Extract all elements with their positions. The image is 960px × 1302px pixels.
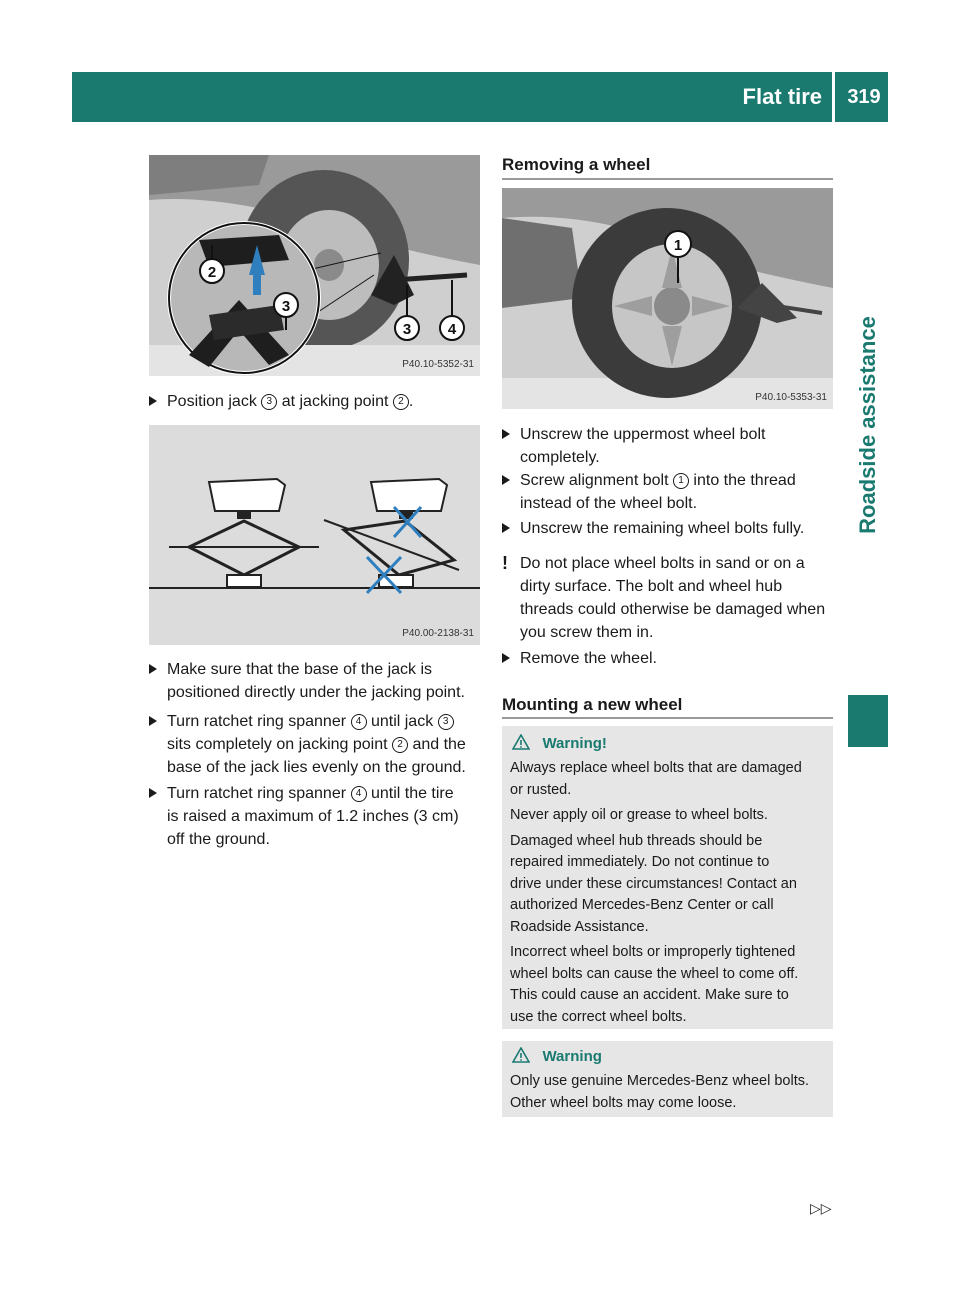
image-code: P40.00-2138-31: [402, 628, 474, 639]
step-position-jack: [149, 390, 480, 413]
header-separator: [832, 72, 835, 122]
step-arrow-icon: [149, 716, 157, 726]
note-text: Do not place wheel bolts in sand or on a: [520, 555, 805, 572]
wheel-removal-drawing: [502, 188, 833, 409]
warning-text: This could cause an accident. Make sure to: [510, 987, 789, 1003]
page-number: 319: [847, 86, 881, 108]
callout-1: 1: [673, 237, 683, 254]
note-text: threads could otherwise be damaged when: [520, 601, 826, 618]
warning-text: wheel bolts can cause the wheel to come off.: [510, 965, 799, 982]
side-tab-marker: [848, 695, 888, 747]
side-tab: [848, 122, 888, 727]
step-text: at jacking point: [277, 393, 393, 410]
warning-text: drive under these circumstances! Contact an: [510, 875, 797, 892]
ref-3: 3: [261, 394, 277, 410]
image-code: P40.10-5352-31: [402, 359, 474, 370]
step-text: into the thread: [688, 472, 796, 489]
section-rule: [502, 717, 833, 719]
step-text: base of the jack lies evenly on the ground.: [167, 759, 466, 776]
note-text: you screw them in.: [520, 624, 654, 641]
jack-alignment-drawing: [149, 425, 480, 645]
step-arrow-icon: [502, 429, 510, 439]
step-text: Make sure that the base of the jack is: [167, 661, 433, 678]
step-arrow-icon: [502, 475, 510, 485]
warning-box-2: [502, 1041, 833, 1117]
warning-text: Damaged wheel hub threads should be: [510, 832, 763, 849]
note-text: dirty surface. The bolt and wheel hub: [520, 578, 783, 595]
jack-alignment-diagram: [149, 425, 480, 645]
section-heading-mounting: Mounting a new wheel: [502, 695, 683, 714]
callout-4: 4: [447, 321, 457, 338]
note-wheel-bolts: [502, 552, 842, 644]
step-screw-alignment-bolt: [502, 469, 833, 515]
warning-text: Only use genuine Mercedes-Benz wheel bolts.: [510, 1073, 810, 1089]
page-header: [72, 72, 888, 122]
step-text: until the tire: [366, 785, 454, 802]
step-remove-wheel: [502, 647, 833, 670]
step-arrow-icon: [149, 664, 157, 674]
step-arrow-icon: [149, 788, 157, 798]
step-text: Position jack: [167, 393, 262, 410]
step-arrow-icon: [149, 396, 157, 406]
step-text: sits completely on jacking point: [167, 736, 392, 753]
section-rule: [502, 178, 833, 180]
callout-3b: 3: [402, 321, 412, 338]
warning-text: Other wheel bolts may come loose.: [510, 1094, 737, 1111]
step-text: Remove the wheel.: [520, 650, 657, 667]
step-text: Unscrew the uppermost wheel bolt: [520, 426, 766, 443]
header-title: Flat tire: [742, 84, 822, 109]
callout-3a: 3: [281, 298, 291, 315]
warning-title: Warning!: [542, 735, 607, 752]
ref-1: 1: [673, 473, 689, 489]
step-text: positioned directly under the jacking point.: [167, 684, 465, 701]
step-text: .: [408, 393, 414, 410]
image-code: P40.10-5353-31: [755, 392, 827, 403]
exclamation-icon: !: [502, 553, 508, 573]
warning-text: authorized Mercedes-Benz Center or call: [510, 897, 774, 913]
step-check-jack-base: [149, 658, 480, 704]
warning-text: or rusted.: [510, 781, 572, 798]
warning-text: Incorrect wheel bolts or improperly tightened: [510, 944, 796, 960]
step-text: instead of the wheel bolt.: [520, 495, 698, 512]
warning-title: Warning: [542, 1048, 602, 1065]
step-text: Turn ratchet ring spanner: [167, 785, 351, 802]
warning-text: Never apply oil or grease to wheel bolts.: [510, 807, 768, 823]
section-heading-removing: Removing a wheel: [502, 155, 651, 174]
step-text: Unscrew the remaining wheel bolts fully.: [520, 520, 805, 537]
ref-2: 2: [393, 394, 409, 410]
step-turn-spanner-2: [149, 782, 480, 852]
jack-position-illustration: [149, 155, 480, 376]
step-arrow-icon: [502, 523, 510, 533]
step-arrow-icon: [502, 653, 510, 663]
step-text: Screw alignment bolt: [520, 472, 673, 489]
ref-4: 4: [351, 786, 367, 802]
warning-text: use the correct wheel bolts.: [510, 1008, 687, 1025]
wheel-removal-photo: [502, 188, 833, 409]
warning-triangle-icon: [512, 1047, 530, 1063]
continue-arrows-icon: ▷▷: [810, 1200, 832, 1216]
step-text: off the ground.: [167, 831, 270, 848]
warning-triangle-icon: [512, 734, 530, 750]
jack-position-drawing: [149, 155, 480, 376]
warning-text: Always replace wheel bolts that are damaged: [510, 760, 802, 776]
ref-2: 2: [392, 737, 408, 753]
side-tab-label: Roadside assistance: [855, 315, 880, 534]
step-text: is raised a maximum of 1.2 inches (3 cm): [167, 808, 459, 825]
step-text: completely.: [520, 449, 600, 466]
step-text: until jack: [366, 713, 438, 730]
callout-2: 2: [207, 264, 217, 281]
ref-3: 3: [438, 714, 454, 730]
step-unscrew-remaining: [502, 517, 833, 540]
step-text: Turn ratchet ring spanner: [167, 713, 351, 730]
step-turn-spanner-1: [149, 710, 480, 780]
step-text: and the: [408, 736, 466, 753]
ref-4: 4: [351, 714, 367, 730]
warning-text: Roadside Assistance.: [510, 918, 649, 935]
warning-box-1: [502, 726, 833, 1029]
warning-text: repaired immediately. Do not continue to: [510, 854, 770, 870]
step-unscrew-uppermost: [502, 423, 833, 469]
